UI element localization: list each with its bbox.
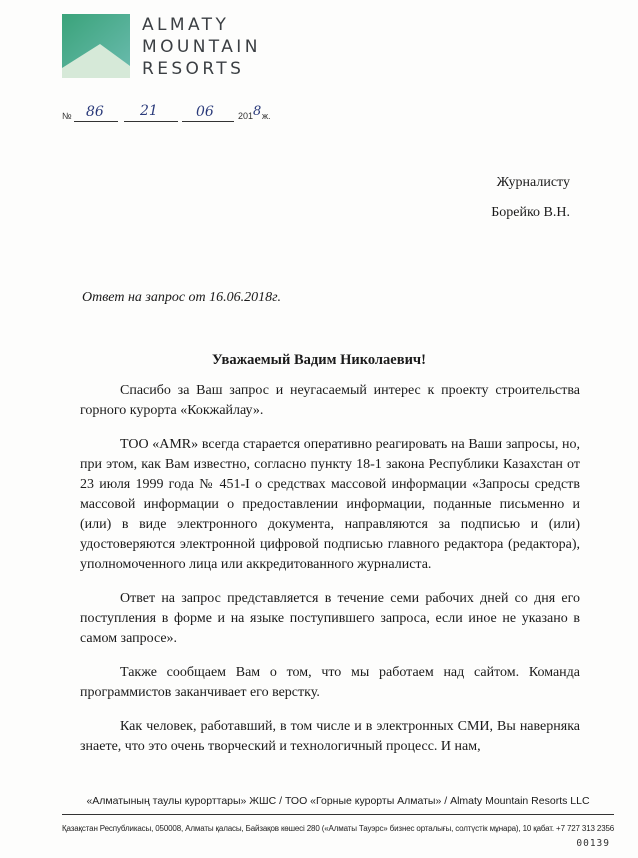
logo-wordmark [142, 14, 261, 80]
letter-subject: Ответ на запрос от 16.06.2018г. [82, 290, 281, 305]
addressee-position: Журналисту [496, 175, 570, 190]
year-digit: 8 [253, 104, 262, 119]
letter-body [80, 381, 580, 771]
footer-company-name: «Алматының таулы курорттары» ЖШС / ТОО «Горные курорты Алматы» / Almaty Mountain Resorts LLC [86, 795, 590, 807]
logo-line-3: RESORTS [142, 59, 245, 79]
company-logo [62, 14, 292, 80]
day-blank [124, 121, 178, 122]
document-serial: 00139 [576, 838, 610, 849]
year-suffix: ж. [262, 111, 271, 121]
addressee-block [491, 168, 570, 228]
registration-month: 06 [196, 104, 214, 120]
footer-address: Қазақстан Республикасы, 050008, Алматы қаласы, Байзақов көшесі 280 («Алматы Тауэрс» бизнес орталығы, солтүстік мұнара), 10 қабат. +7 727 313 2356 [62, 824, 615, 833]
addressee-name: Борейко В.Н. [491, 205, 570, 220]
year-prefix: 201 [238, 111, 254, 121]
number-blank [74, 121, 118, 122]
registration-line [62, 103, 292, 126]
registration-day: 21 [140, 103, 158, 119]
letter-greeting: Уважаемый Вадим Николаевич! [212, 352, 426, 368]
mountain-logo-icon [62, 14, 130, 78]
paragraph: ТОО «AMR» всегда старается оперативно реагировать на Ваши запросы, но, при этом, как Вам известно, согласно пункту 18-1 закона Республики Казахстан от 23 июля 1999 года № 451-I о средствах массовой информации «Запросы средств массовой информации о предоставлении информации, поданные письменно и (или) в виде электронного документа, направляются за подписью и (или) удостоверяются электронной цифровой подписью главного редактора (редактора), уполномоченного лица или аккредитованного журналиста. [80, 437, 580, 572]
registration-number: 86 [86, 104, 104, 120]
footer-divider [62, 814, 614, 815]
logo-line-2: MOUNTAIN [142, 37, 261, 57]
month-blank [182, 121, 234, 122]
number-sign: № [62, 111, 72, 121]
paragraph: Как человек, работавший, в том числе и в электронных СМИ, Вы наверняка знаете, что это очень творческий и технологичный процесс. И нам, [80, 719, 580, 754]
logo-line-1: ALMATY [142, 15, 230, 35]
paragraph: Ответ на запрос представляется в течение семи рабочих дней со дня его поступления в форме и на языке поступившего запроса, если иное не указано в самом запросе». [80, 591, 580, 646]
paragraph: Также сообщаем Вам о том, что мы работаем над сайтом. Команда программистов заканчивает его верстку. [80, 665, 580, 700]
paragraph: Спасибо за Ваш запрос и неугасаемый интерес к проекту строительства горного курорта «Кокжайлау». [80, 383, 580, 418]
